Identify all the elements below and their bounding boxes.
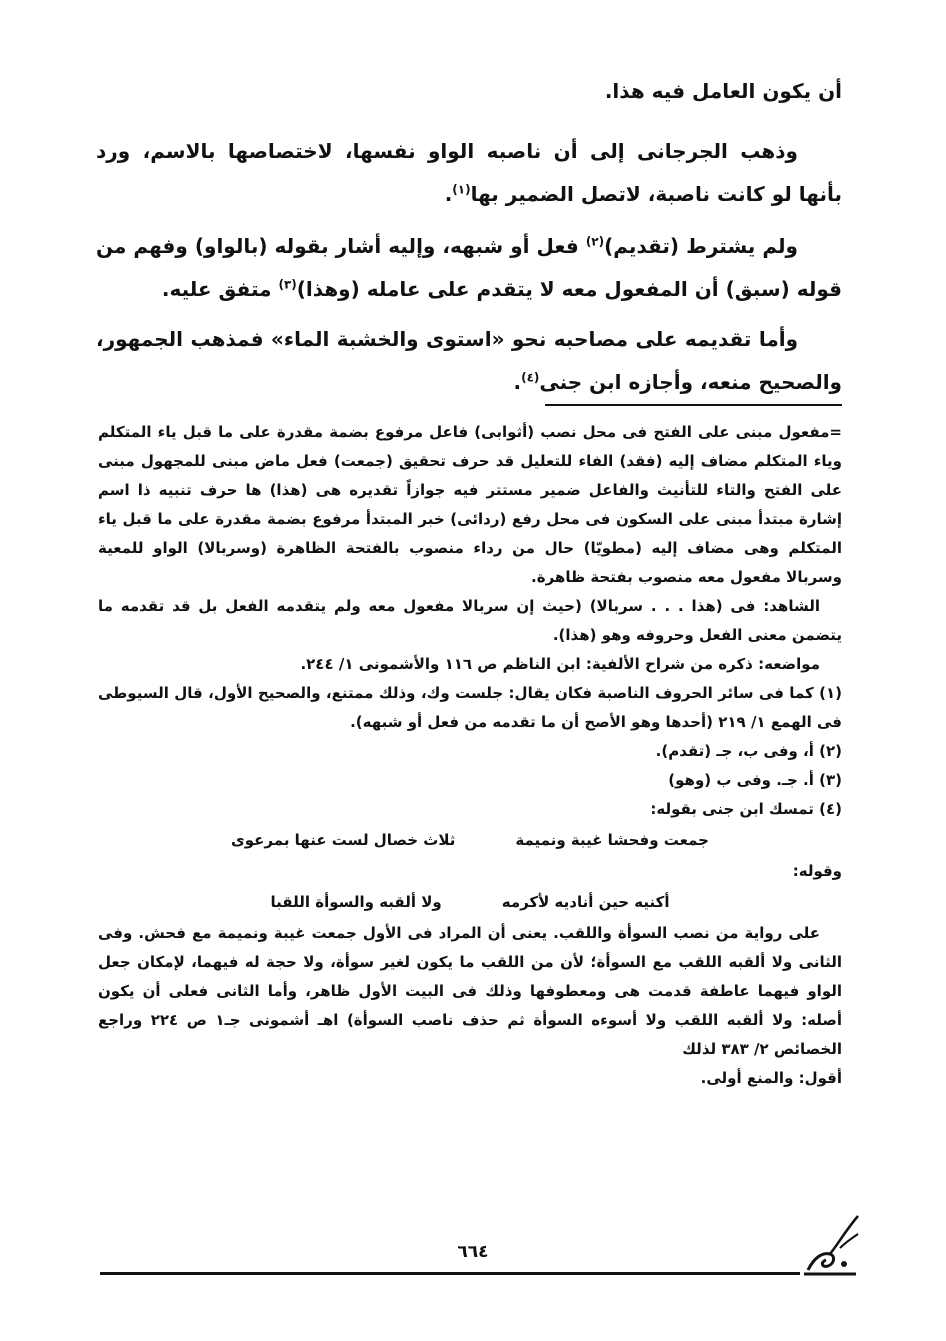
footnote-1: (١) كما فى سائر الحروف الناصبة فكان يقال: جلست وك، وذلك ممتنع، والصحيح الأول، قال السيوطى فى الهمع ١/ ٢١٩ (أحدها وهو الأصح أن ما تقدمه من فعل أو شبهه). — [98, 684, 842, 731]
verse-2-first-hemistich: أكنيه حين أناديه لأكرمه — [501, 893, 670, 911]
footnote-marker-1: (١) — [452, 182, 471, 197]
verse-2 — [98, 888, 842, 917]
footnote-4-conclusion: أقول: والمنع أولى. — [700, 1069, 842, 1087]
main-paragraph-2-text: وذهب الجرجانى إلى أن ناصبه الواو نفسها، لاختصاصها بالاسم، ورد بأنها لو كانت ناصبة، لاتصل الضمير بها — [96, 139, 842, 206]
verse-2-second-hemistich: ولا ألقبه والسوأة اللقبا — [270, 893, 442, 911]
footnote-shahid: الشاهد: فى (هذا . . . سربالا) (حيث إن سربالا مفعول معه ولم يتقدمه الفعل بل قد تقدمه ما يتضمن معنى الفعل وحروفه وهو (هذا). — [98, 597, 842, 644]
main-paragraph-2-end: . — [444, 182, 453, 206]
footnote-continuation: =مفعول مبنى على الفتح فى محل نصب (أثوابى) فاعل مرفوع بضمة مقدرة على ما قبل ياء المتكلم وياء المتكلم مضاف إليه (فقد) الفاء للتعليل قد حرف تحقيق (جمعت) فعل ماض مبنى للمجهول مبنى على الفتح والتاء للتأنيث والفاعل ضمير مستتر فيه جوازاً تقديره هى (هذا) ها حرف تنبيه ذا اسم إشارة مبتدأ مبنى على السكون فى محل رفع (ردائى) خبر المبتدأ مرفوع بضمة مقدرة على ما قبل ياء المتكلم وهى مضاف إليه (مطويّا) حال من رداء منصوب بالفتحة الظاهرة (وسربالا) الواو للمعية وسربالا مفعول معه منصوب بفتحة ظاهرة. — [98, 423, 842, 586]
footnote-4-and-his-saying: وقوله: — [792, 862, 842, 880]
main-paragraph-3-text-a: ولم يشترط (تقديم) — [604, 234, 798, 258]
main-paragraph-3-text-b: فعل أو شبهه، وإليه أشار بقوله (بالواو) وفهم من قوله (سبق) أن المفعول معه لا يتقدم على عامله (وهذا) — [96, 234, 842, 301]
footnotes — [98, 418, 842, 1093]
main-paragraph-2 — [96, 130, 842, 216]
main-paragraph-4-end: . — [513, 370, 522, 394]
footnote-4-explanation: على رواية من نصب السوأة واللقب. يعنى أن المراد فى الأول جمعت غيبة ونميمة مع فحش. وفى الثانى ولا ألقبه اللقب مع السوأة؛ لأن من اللقب ما يكون لغير سوأة، ولا حجة له فيهما، لإمكان جعل الواو فيهما عاطفة قدمت هى ومعطوفها وذلك فى البيت الأول ظاهر، وأما الثانى فعلى أن يكون أصله: ولا ألقبه اللقب ولا أسوءه السوأة ثم حذف ناصب السوأة) اهـ أشمونى جـ١ ص ٢٢٤ وراجع الخصائص ٢/ ٣٨٣ لذلك — [98, 924, 842, 1058]
main-paragraph-1 — [96, 70, 842, 113]
footnote-separator — [545, 404, 842, 406]
main-paragraph-1-text: أن يكون العامل فيه هذا. — [604, 79, 842, 103]
footnote-sources: مواضعه: ذكره من شراح الألفية: ابن الناظم ص ١١٦ والأشمونى ١/ ٢٤٤. — [300, 655, 820, 673]
publisher-logo-icon — [800, 1208, 862, 1280]
verse-1-second-hemistich: ثلاث خصال لست عنها بمرعوى — [231, 831, 456, 849]
main-paragraph-3-text-c: متفق عليه. — [161, 277, 279, 301]
main-paragraph-4-text: وأما تقديمه على مصاحبه نحو «استوى والخشبة الماء» فمذهب الجمهور، والصحيح منعه، وأجازه ابن جنى — [96, 327, 842, 394]
verse-1 — [98, 826, 842, 855]
footnote-4: (٤) تمسك ابن جنى بقوله: — [650, 800, 842, 818]
main-paragraph-4 — [96, 318, 842, 404]
footnote-marker-2: (٢) — [585, 234, 605, 249]
footnote-3: (٣) أ. جـ. وفى ب (وهو) — [668, 771, 842, 789]
bottom-rule — [100, 1272, 800, 1275]
footnote-marker-3: (٣) — [278, 277, 297, 292]
verse-1-first-hemistich: جمعت وفحشا غيبة ونميمة — [515, 831, 709, 849]
footnote-2: (٢) أ، وفى ب، جـ (تقدم). — [655, 742, 842, 760]
footnote-marker-4: (٤) — [521, 370, 540, 385]
main-paragraph-3 — [96, 225, 842, 311]
page-number: ٦٦٤ — [457, 1242, 489, 1262]
